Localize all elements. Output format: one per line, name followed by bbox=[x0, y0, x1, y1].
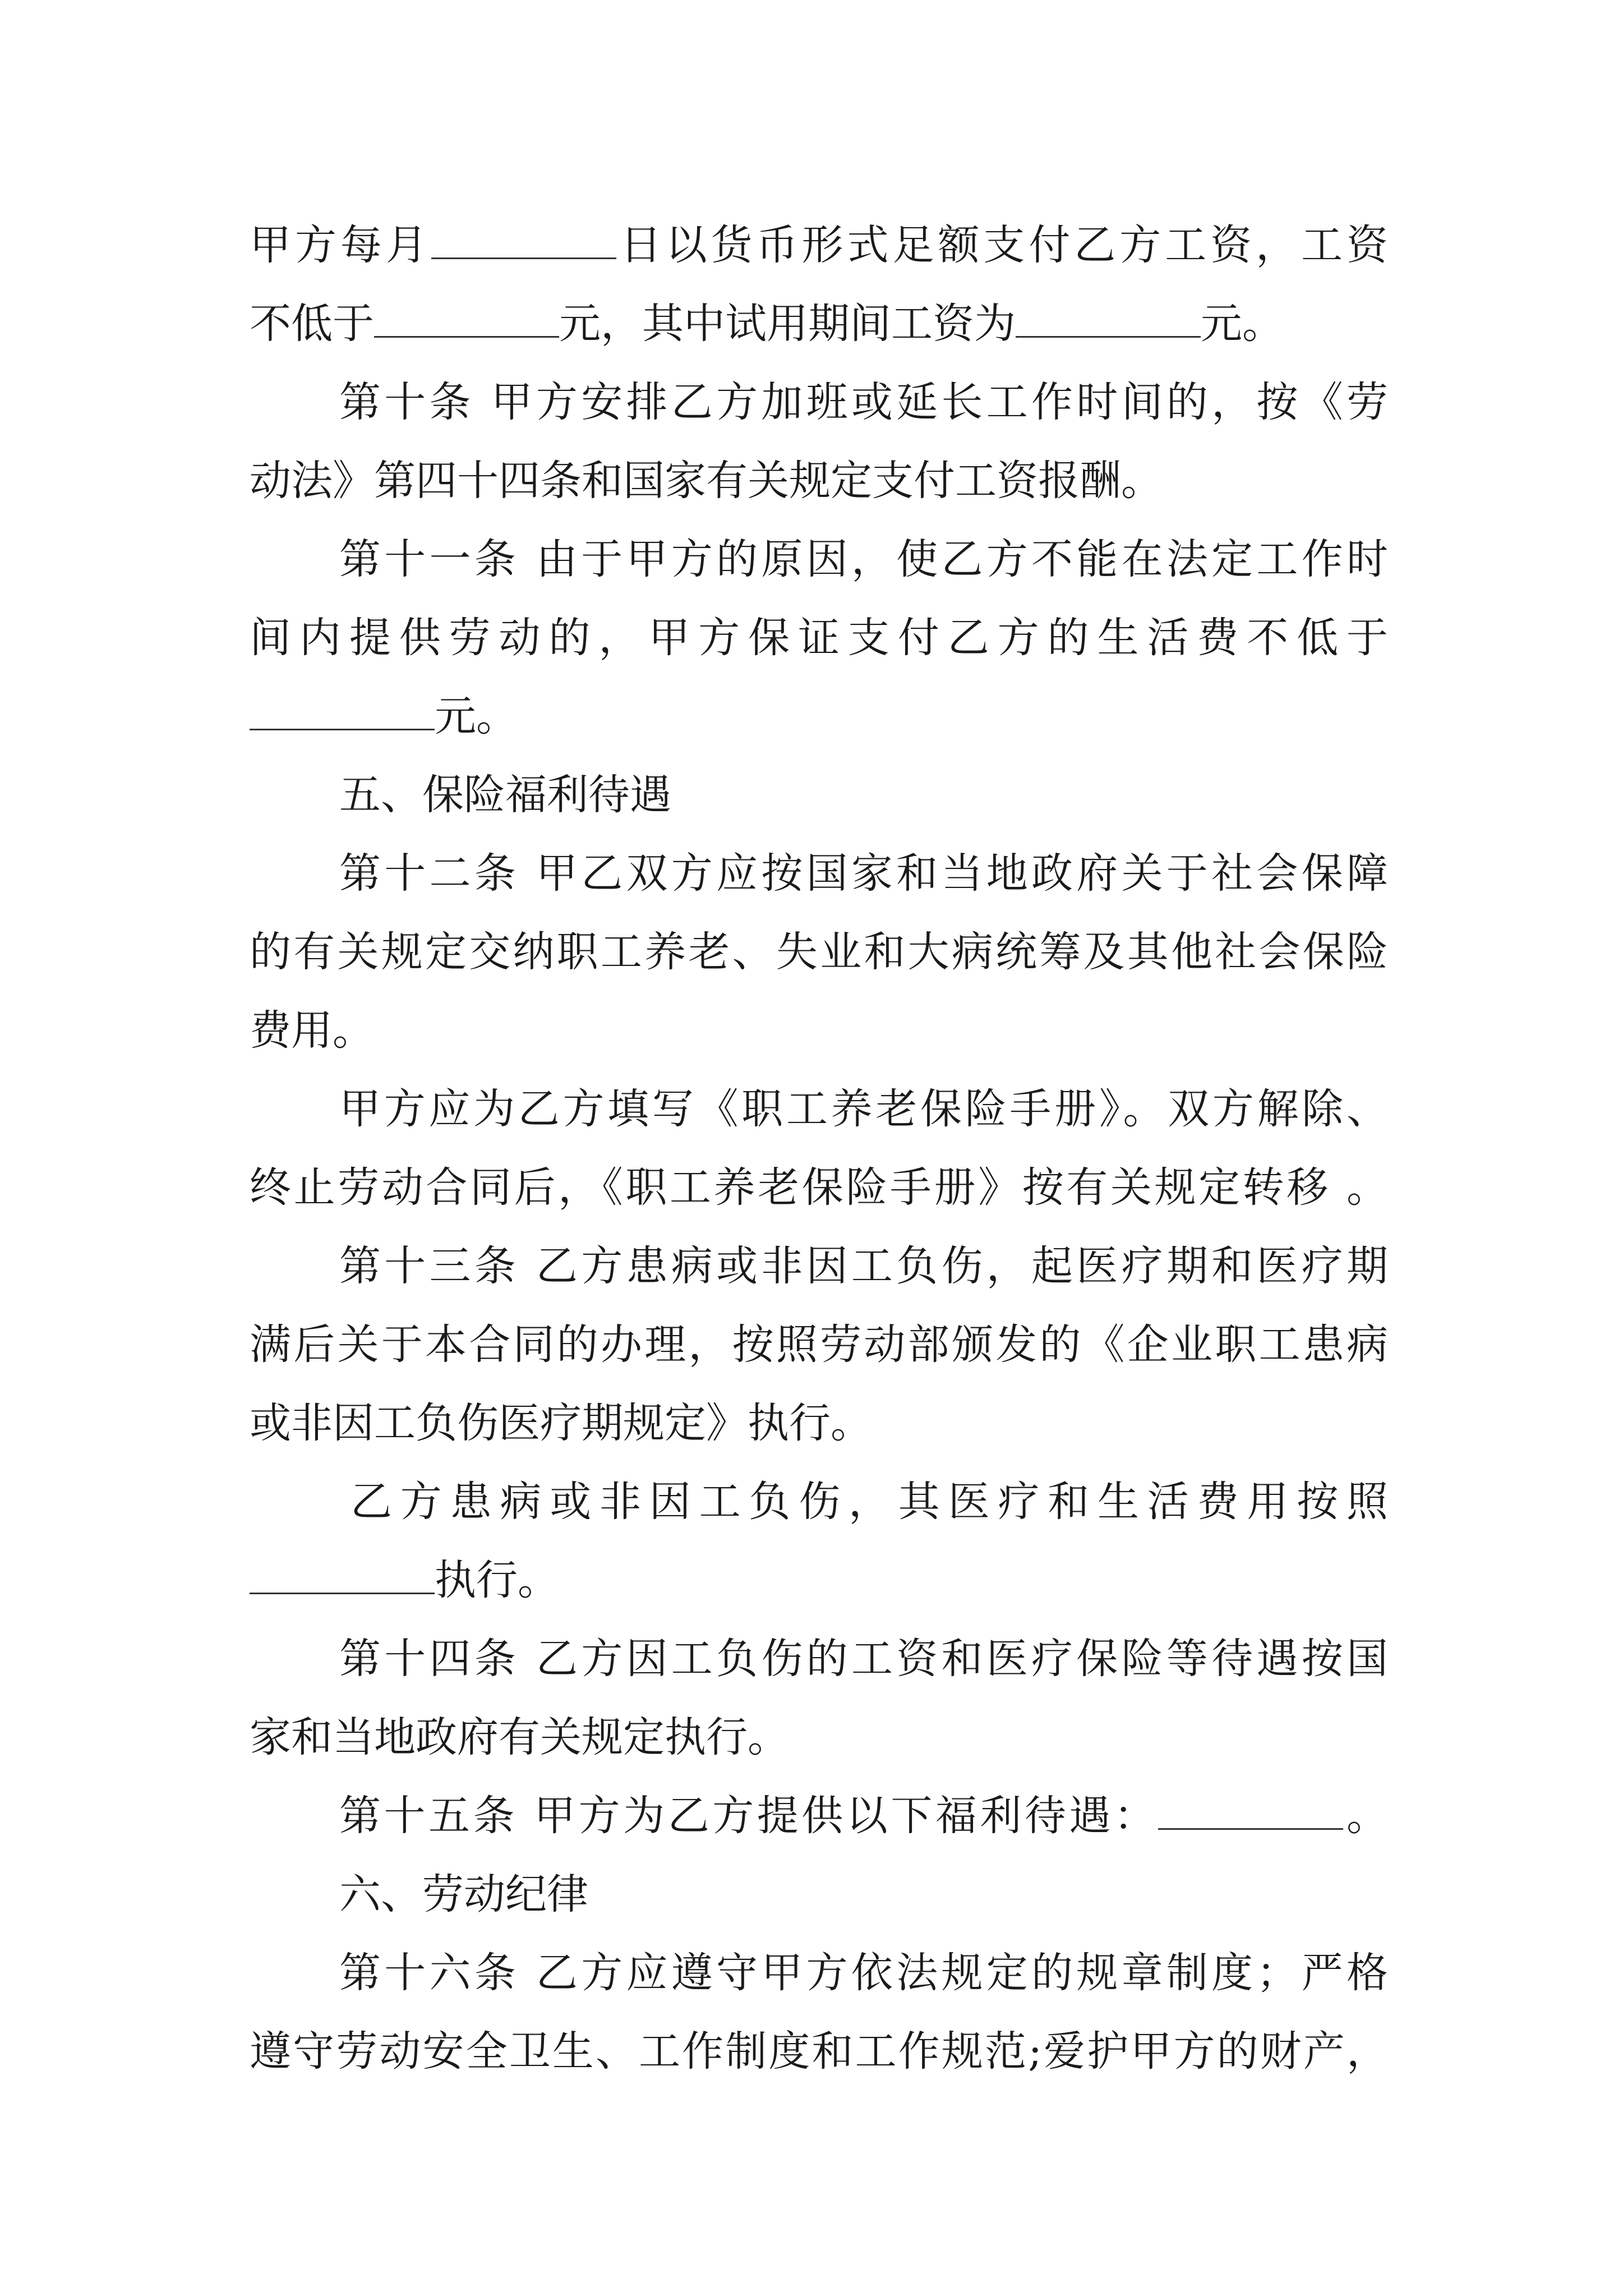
paragraph-line: 的有关规定交纳职工养老、失业和大病统筹及其他社会保险 bbox=[250, 928, 1388, 976]
paragraph-line: 甲方应为乙方填写《职工养老保险手册》。双方解除、 bbox=[339, 1085, 1388, 1133]
paragraph-line: 第十四条 乙方因工负伤的工资和医疗保险等待遇按国 bbox=[339, 1635, 1388, 1683]
section-heading: 五、保险福利待遇 bbox=[339, 771, 671, 819]
fill-blank bbox=[431, 223, 616, 259]
paragraph-line: 第十三条 乙方患病或非因工负伤，起医疗期和医疗期 bbox=[339, 1242, 1388, 1290]
paragraph-line: 间内提供劳动的，甲方保证支付乙方的生活费不低于 bbox=[250, 614, 1388, 662]
paragraph-line: 甲方每月 日以货币形式足额支付乙方工资，工资 bbox=[250, 221, 1389, 269]
paragraph-line: 终止劳动合同后，《职工养老保险手册》按有关规定转移 。 bbox=[250, 1163, 1388, 1212]
fill-blank bbox=[1158, 1793, 1343, 1830]
paragraph-line: 不低于 元，其中试用期间工资为 元。 bbox=[250, 300, 1284, 348]
fill-blank bbox=[374, 301, 559, 338]
fill-blank bbox=[250, 694, 435, 730]
paragraph-line: 第十条 甲方安排乙方加班或延长工作时间的，按《劳 bbox=[339, 378, 1388, 426]
paragraph-line: 第十一条 由于甲方的原因，使乙方不能在法定工作时 bbox=[339, 535, 1388, 583]
paragraph-line: 遵守劳动安全卫生、工作制度和工作规范;爱护甲方的财产， bbox=[250, 2027, 1388, 2076]
fill-blank bbox=[1016, 301, 1201, 338]
paragraph-line: 元。 bbox=[250, 691, 1388, 742]
fill-blank bbox=[250, 1558, 435, 1594]
paragraph-line: 或非因工负伤医疗期规定》执行。 bbox=[250, 1399, 872, 1447]
section-heading: 六、劳动纪律 bbox=[339, 1870, 588, 1918]
paragraph-line: 第十二条 甲乙双方应按国家和当地政府关于社会保障 bbox=[339, 849, 1388, 898]
paragraph-line: 家和当地政府有关规定执行。 bbox=[250, 1713, 789, 1761]
paragraph-line: 第十五条 甲方为乙方提供以下福利待遇： 。 bbox=[339, 1792, 1388, 1840]
paragraph-line: 执行。 bbox=[250, 1555, 1388, 1605]
paragraph-line: 动法》第四十四条和国家有关规定支付工资报酬。 bbox=[250, 457, 1163, 505]
paragraph-line: 乙方患病或非因工负伤，其医疗和生活费用按照 bbox=[351, 1478, 1388, 1526]
paragraph-line: 第十六条 乙方应遵守甲方依法规定的规章制度；严格 bbox=[339, 1949, 1388, 1997]
paragraph-line: 满后关于本合同的办理，按照劳动部颁发的《企业职工患病 bbox=[250, 1320, 1388, 1369]
paragraph-line: 费用。 bbox=[250, 1006, 374, 1055]
